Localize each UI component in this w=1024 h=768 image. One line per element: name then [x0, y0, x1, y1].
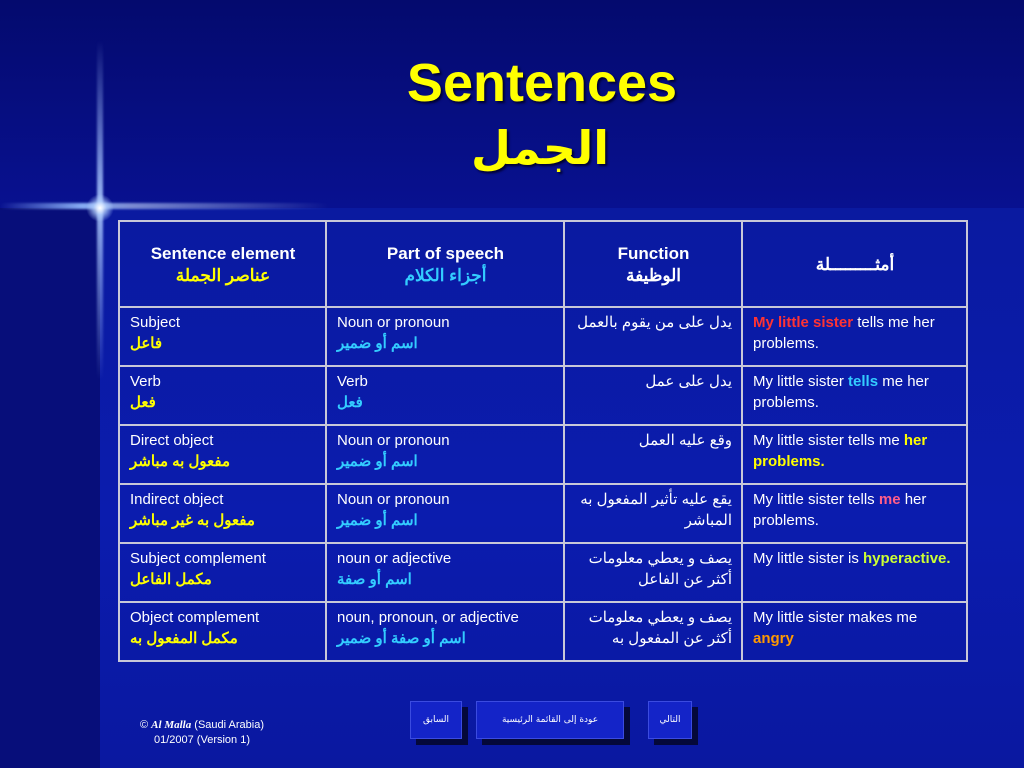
example-text: her problems.	[753, 491, 927, 529]
pos-label: Noun or pronoun	[337, 432, 450, 449]
element-label-arabic: فعل	[130, 394, 156, 411]
next-button[interactable]: التالي	[648, 701, 692, 739]
cell-example	[742, 484, 967, 543]
left-band	[0, 208, 100, 768]
cell-function: يصف و يعطي معلومات أكثر عن المفعول به	[564, 602, 742, 661]
pos-label-arabic: اسم أو ضمير	[337, 453, 418, 470]
pos-label: noun, pronoun, or adjective	[337, 609, 519, 626]
table-row	[119, 602, 967, 661]
slide-title-arabic: الجمل	[470, 121, 610, 175]
pos-label: Noun or pronoun	[337, 314, 450, 331]
example-highlight: angry	[753, 630, 794, 647]
element-label-arabic: فاعل	[130, 335, 163, 352]
cell-part-of-speech	[326, 602, 564, 661]
cell-element	[119, 602, 326, 661]
main-menu-button[interactable]: عودة إلى القائمة الرئيسية	[476, 701, 624, 739]
pos-label-arabic: اسم أو ضمير	[337, 335, 418, 352]
header-label-arabic: أمثـــــــــلة	[815, 255, 895, 274]
example-highlight: tells	[848, 373, 879, 390]
element-label-arabic: مكمل الفاعل	[130, 571, 212, 588]
element-label-arabic: مفعول به غير مباشر	[130, 512, 255, 529]
header-part-of-speech	[326, 221, 564, 307]
example-highlight: hyperactive.	[863, 550, 951, 567]
example-highlight: me	[878, 491, 901, 508]
example-text: My little sister tells me	[753, 432, 904, 449]
element-label-arabic: مفعول به مباشر	[130, 453, 231, 470]
header-label-arabic: أجزاء الكلام	[404, 266, 487, 285]
example-highlight: My little sister	[753, 314, 854, 331]
element-label-arabic: مكمل المفعول به	[130, 630, 238, 647]
pos-label: Noun or pronoun	[337, 491, 450, 508]
element-label: Indirect object	[130, 491, 224, 508]
footer-credits	[122, 718, 282, 748]
cell-example	[742, 425, 967, 484]
table-row	[119, 484, 967, 543]
previous-button[interactable]: السابق	[410, 701, 462, 739]
cell-function: يدل على من يقوم بالعمل	[564, 307, 742, 366]
cell-element	[119, 366, 326, 425]
footer-version: 01/2007 (Version 1)	[153, 734, 250, 746]
table-row	[119, 543, 967, 602]
cell-example	[742, 543, 967, 602]
example-text: tells me her problems.	[753, 314, 935, 352]
light-flare-horizontal	[0, 203, 330, 209]
slide-title: Sentences	[406, 53, 678, 113]
element-label: Subject complement	[130, 550, 266, 567]
cell-part-of-speech	[326, 484, 564, 543]
pos-label: noun or adjective	[337, 550, 452, 567]
author-region: (Saudi Arabia)	[194, 719, 264, 731]
header-label: Function	[617, 244, 690, 263]
element-label: Verb	[130, 373, 161, 390]
cell-element	[119, 307, 326, 366]
header-examples	[742, 221, 967, 307]
footer-line-1	[122, 718, 282, 733]
cell-part-of-speech	[326, 543, 564, 602]
pos-label: Verb	[337, 373, 368, 390]
cell-part-of-speech	[326, 425, 564, 484]
cell-element	[119, 543, 326, 602]
element-label: Direct object	[130, 432, 214, 449]
element-label: Subject	[130, 314, 181, 331]
cell-part-of-speech	[326, 307, 564, 366]
author-name: Al Malla	[151, 719, 192, 731]
header-label: Part of speech	[386, 244, 505, 263]
header-function	[564, 221, 742, 307]
table-header-row	[119, 221, 967, 307]
sentence-elements-table	[118, 220, 968, 662]
cell-function: يدل على عمل	[564, 366, 742, 425]
table-row	[119, 366, 967, 425]
header-label-arabic: عناصر الجملة	[175, 266, 271, 285]
example-text: me her problems.	[753, 373, 929, 411]
example-text: My little sister	[753, 373, 849, 390]
example-text: My little sister tells	[753, 491, 879, 508]
table-row	[119, 307, 967, 366]
header-label: Sentence element	[150, 244, 296, 263]
cell-function: وقع عليه العمل	[564, 425, 742, 484]
element-label: Object complement	[130, 609, 260, 626]
cell-example	[742, 602, 967, 661]
example-text: My little sister is	[753, 550, 864, 567]
header-sentence-element	[119, 221, 326, 307]
example-text: My little sister makes me	[753, 609, 918, 626]
pos-label-arabic: اسم أو ضمير	[337, 512, 418, 529]
cell-example	[742, 366, 967, 425]
light-flare-center	[86, 194, 114, 222]
pos-label-arabic: اسم أو صفة أو ضمير	[337, 630, 466, 647]
cell-part-of-speech	[326, 366, 564, 425]
cell-function: يصف و يعطي معلومات أكثر عن الفاعل	[564, 543, 742, 602]
cell-element	[119, 484, 326, 543]
example-highlight: her problems.	[753, 432, 928, 470]
table-row	[119, 425, 967, 484]
pos-label-arabic: اسم أو صفة	[337, 571, 412, 588]
cell-function: يقع عليه تأثير المفعول به المباشر	[564, 484, 742, 543]
copyright-symbol: ©	[140, 719, 149, 731]
header-label-arabic: الوظيفة	[625, 266, 682, 285]
cell-element	[119, 425, 326, 484]
pos-label-arabic: فعل	[337, 394, 363, 411]
cell-example	[742, 307, 967, 366]
